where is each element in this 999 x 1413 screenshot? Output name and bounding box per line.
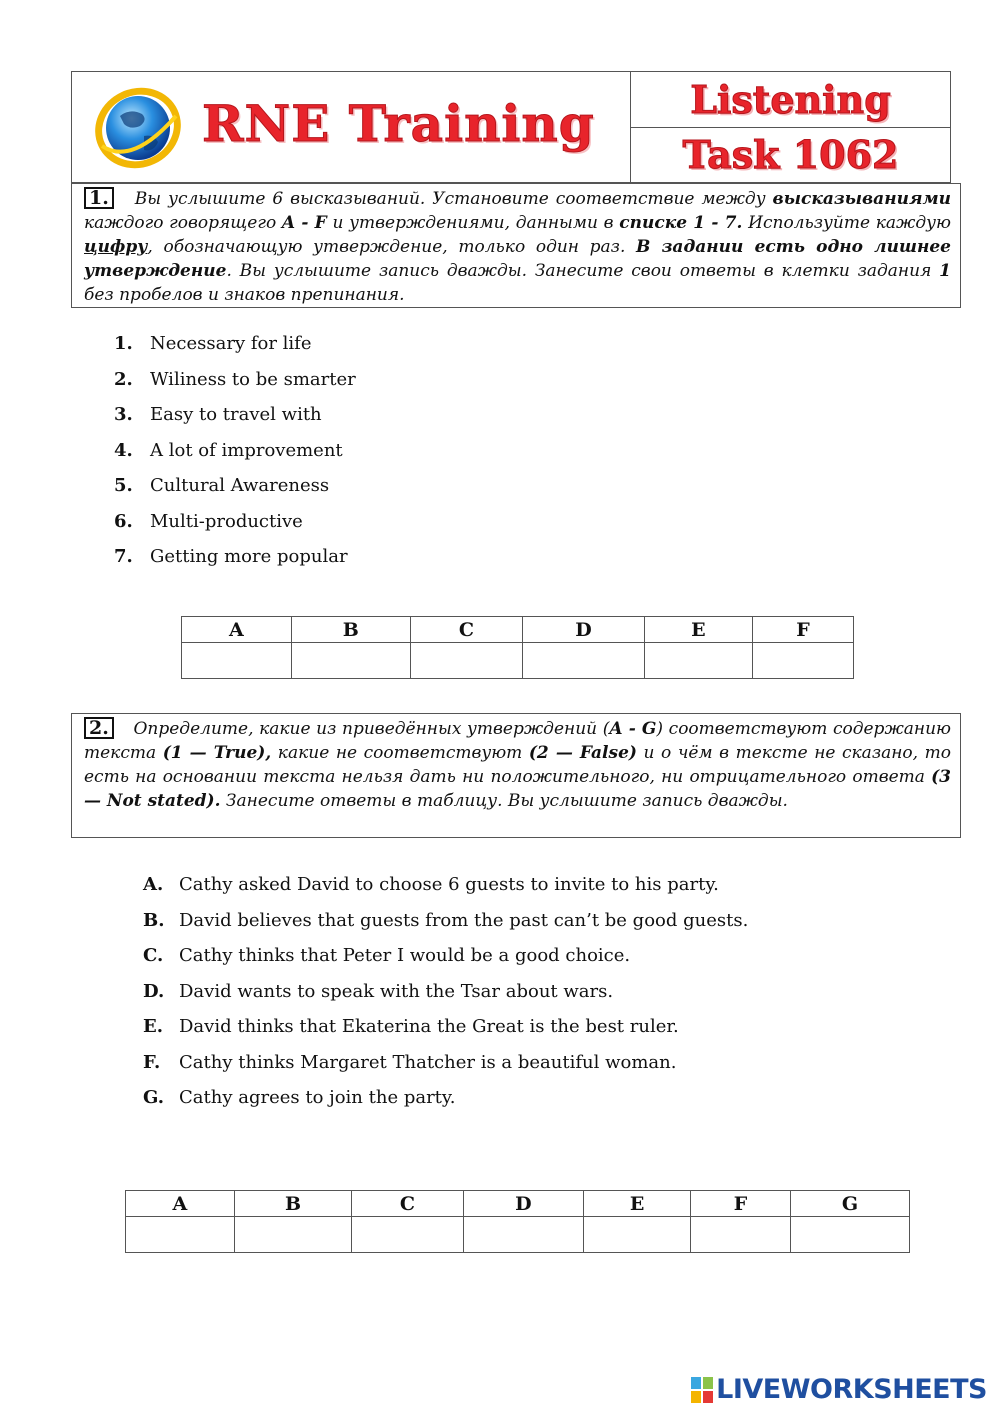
brand-area (72, 72, 631, 182)
column-header: A (182, 617, 292, 643)
instr-text: без пробелов и знаков препинания. (84, 285, 405, 305)
item-text: David thinks that Ekaterina the Great is the best ruler. (179, 1016, 679, 1037)
instr-bold: цифру (84, 237, 148, 257)
answer-cell[interactable] (644, 643, 752, 679)
answer-row (182, 643, 854, 679)
instr-text: Вы услышите 6 высказываний. Установите соответствие между (127, 189, 773, 209)
item-letter: E. (143, 1016, 163, 1037)
column-header: E (584, 1191, 691, 1217)
instr-text: Определите, какие из приведённых утверждений ( (127, 719, 610, 739)
answer-cell[interactable] (291, 643, 410, 679)
task-number-cell (631, 127, 950, 183)
list-item (114, 475, 356, 511)
instr-text: какие не соответствуют (271, 743, 529, 763)
list-item (143, 1052, 748, 1088)
item-number: 2. (114, 368, 133, 390)
item-number: 6. (114, 510, 133, 532)
answer-cell[interactable] (463, 1217, 584, 1253)
list-item (143, 874, 748, 910)
answer-cell[interactable] (691, 1217, 791, 1253)
table-header-row (182, 617, 854, 643)
listening-label: Listening (690, 76, 891, 122)
answer-cell[interactable] (791, 1217, 910, 1253)
instr-text: . Вы услышите запись дважды. Занесите свои ответы в клетки задания (226, 261, 940, 281)
item-text: Cathy thinks Margaret Thatcher is a beautiful woman. (179, 1051, 677, 1073)
column-header: A (126, 1191, 235, 1217)
item-text: Cathy thinks that Peter I would be a good choice. (179, 945, 631, 966)
answer-cell[interactable] (352, 1217, 463, 1253)
item-text: David wants to speak with the Tsar about wars. (179, 980, 614, 1002)
item-letter: A. (143, 874, 164, 895)
list-item (114, 333, 356, 369)
instr-text: и о чём в тексте не сказано, то есть на основании текста нельзя дать ни положительного, ни отрицательного ответа (84, 743, 951, 787)
item-text: David believes that guests from the past can’t be good guests. (179, 909, 749, 931)
instr-bold: A - F (281, 213, 327, 233)
item-text: A lot of improvement (150, 439, 343, 461)
item-text: Cathy asked David to choose 6 guests to invite to his party. (179, 874, 719, 895)
answer-cell[interactable] (126, 1217, 235, 1253)
column-header: B (234, 1191, 352, 1217)
item-letter: C. (143, 945, 164, 966)
list-item (114, 369, 356, 405)
item-number: 4. (114, 439, 133, 461)
instr-text: ) соответствуют содержанию текста (84, 719, 952, 763)
item-text: Cathy agrees to join the party. (179, 1087, 456, 1108)
instr-bold: 1 (939, 261, 951, 281)
instr-text: и утверждениями, данными в (326, 213, 620, 233)
globe-logo-icon (92, 86, 186, 170)
item-number: 5. (114, 475, 133, 496)
task1-instructions (71, 183, 961, 308)
item-text: Necessary for life (150, 333, 312, 354)
list-item (143, 945, 748, 981)
column-header: F (752, 617, 853, 643)
task1-number: 1. (84, 187, 114, 209)
instr-text: каждого говорящего (84, 213, 282, 233)
column-header: B (291, 617, 410, 643)
instr-text: Занесите ответы в таблицу. Вы услышите запись дважды. (220, 791, 788, 811)
list-item (114, 546, 356, 582)
answer-cell[interactable] (410, 643, 522, 679)
instr-bold: A - G (609, 719, 657, 739)
item-text: Getting more popular (150, 546, 348, 567)
column-header: C (410, 617, 522, 643)
liveworksheets-icon (691, 1377, 713, 1403)
list-item (114, 511, 356, 547)
item-number: 1. (114, 333, 133, 354)
column-header: G (791, 1191, 910, 1217)
instr-bold: списке 1 - 7. (619, 213, 743, 233)
brand-title: RNE Training (202, 94, 595, 153)
column-header: D (523, 617, 645, 643)
task2-answer-table (125, 1190, 910, 1253)
listening-cell (631, 72, 950, 127)
liveworksheets-text: LIVEWORKSHEETS (716, 1374, 987, 1405)
column-header: E (644, 617, 752, 643)
liveworksheets-logo[interactable] (691, 1374, 987, 1405)
instr-text: , обозначающую утверждение, только один раз. (147, 237, 637, 257)
column-header: C (352, 1191, 463, 1217)
task-label-area (631, 72, 950, 182)
list-item (143, 1087, 748, 1123)
instr-bold: высказываниями (772, 189, 951, 209)
item-text: Easy to travel with (150, 404, 322, 425)
table-header-row (126, 1191, 910, 1217)
instr-bold: (1 — True), (162, 743, 272, 763)
task2-number: 2. (84, 717, 114, 739)
task2-instructions (71, 713, 961, 838)
item-letter: G. (143, 1087, 164, 1108)
instr-bold: В задании есть одно лишнее утверждение (84, 237, 951, 281)
list-item (143, 910, 748, 946)
statement-list (114, 333, 356, 582)
list-item (143, 1016, 748, 1052)
column-header: D (463, 1191, 584, 1217)
item-text: Cultural Awareness (150, 475, 330, 496)
item-number: 3. (114, 404, 133, 425)
answer-row (126, 1217, 910, 1253)
column-header: F (691, 1191, 791, 1217)
page-header (71, 71, 951, 183)
answer-cell[interactable] (584, 1217, 691, 1253)
answer-cell[interactable] (182, 643, 292, 679)
item-text: Wiliness to be smarter (150, 368, 356, 390)
item-text: Multi-productive (150, 510, 303, 532)
answer-cell[interactable] (523, 643, 645, 679)
answer-cell[interactable] (752, 643, 853, 679)
true-false-list (143, 874, 748, 1123)
item-letter: D. (143, 980, 165, 1002)
instr-bold: (2 — False) (528, 743, 637, 763)
answer-cell[interactable] (234, 1217, 352, 1253)
instr-bold: (3 — Not stated). (84, 767, 951, 811)
list-item (114, 440, 356, 476)
list-item (114, 404, 356, 440)
item-number: 7. (114, 546, 133, 567)
instr-text: Используйте каждую (742, 213, 951, 233)
item-letter: F. (143, 1051, 161, 1073)
task1-answer-table (181, 616, 854, 679)
task-number-label: Task 1062 (682, 132, 899, 178)
list-item (143, 981, 748, 1017)
item-letter: B. (143, 909, 165, 931)
